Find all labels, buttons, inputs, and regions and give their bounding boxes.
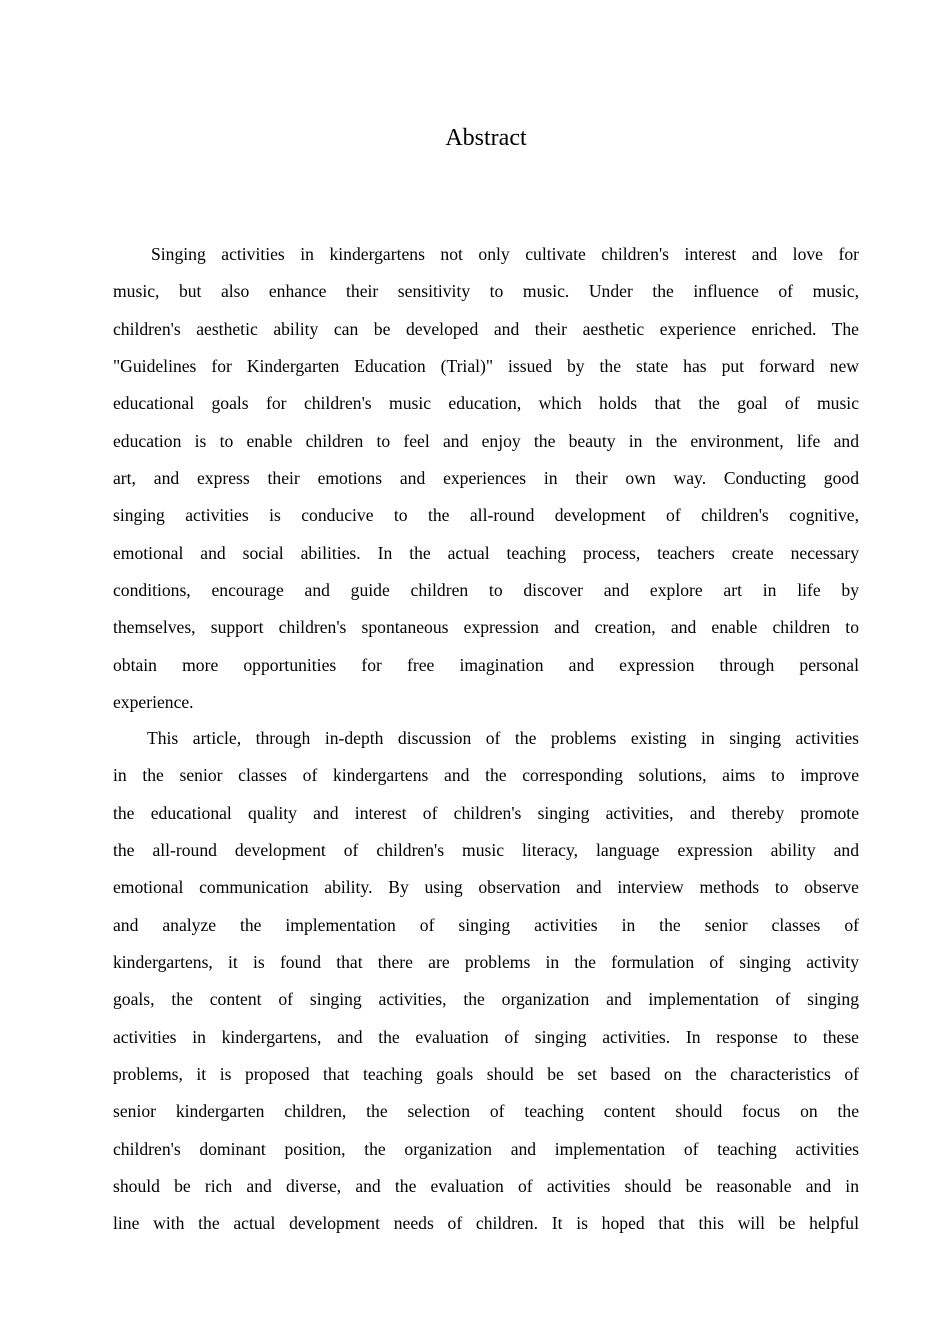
text-line: problems, it is proposed that teaching goals should be set based on the characteristics of (113, 1064, 859, 1085)
page-title: Abstract (445, 125, 527, 151)
text-line: should be rich and diverse, and the evaluation of activities should be reasonable and in (113, 1176, 859, 1197)
text-line: education is to enable children to feel and enjoy the beauty in the environment, life and (113, 430, 859, 451)
text-line: music, but also enhance their sensitivity to music. Under the influence of music, (113, 281, 859, 302)
text-line: experience. (113, 692, 194, 713)
text-line: goals, the content of singing activities, the organization and implementation of singing (113, 989, 859, 1010)
text-line: line with the actual development needs of children. It is hoped that this will be helpful (113, 1213, 859, 1234)
text-line: art, and express their emotions and experiences in their own way. Conducting good (113, 468, 859, 489)
text-line: themselves, support children's spontaneous expression and creation, and enable children to (113, 617, 859, 638)
text-line: "Guidelines for Kindergarten Education (Trial)" issued by the state has put forward new (113, 356, 859, 377)
text-line: activities in kindergartens, and the evaluation of singing activities. In response to these (113, 1026, 859, 1047)
text-line: obtain more opportunities for free imagination and expression through personal (113, 654, 859, 675)
text-line: children's dominant position, the organization and implementation of teaching activities (113, 1138, 859, 1159)
text-line: the all-round development of children's music literacy, language expression ability and (113, 840, 859, 861)
abstract-paragraph-2 (113, 720, 859, 1243)
text-line: in the senior classes of kindergartens and the corresponding solutions, aims to improve (113, 765, 859, 786)
text-line: educational goals for children's music education, which holds that the goal of music (113, 393, 859, 414)
text-line: emotional and social abilities. In the actual teaching process, teachers create necessary (113, 542, 859, 563)
abstract-paragraph-1 (113, 236, 859, 721)
text-line: singing activities is conducive to the all-round development of children's cognitive, (113, 505, 859, 526)
text-line: This article, through in-depth discussion of the problems existing in singing activities (147, 728, 859, 748)
text-line: children's aesthetic ability can be developed and their aesthetic experience enriched. The (113, 318, 859, 339)
text-line: conditions, encourage and guide children to discover and explore art in life by (113, 580, 859, 601)
text-line: the educational quality and interest of children's singing activities, and thereby promote (113, 802, 859, 823)
text-line: and analyze the implementation of singing activities in the senior classes of (113, 914, 859, 935)
text-line: Singing activities in kindergartens not only cultivate children's interest and love for (151, 244, 859, 264)
text-line: senior kindergarten children, the selection of teaching content should focus on the (113, 1101, 859, 1122)
text-line: kindergartens, it is found that there are problems in the formulation of singing activity (113, 952, 859, 973)
text-line: emotional communication ability. By using observation and interview methods to observe (113, 877, 859, 898)
